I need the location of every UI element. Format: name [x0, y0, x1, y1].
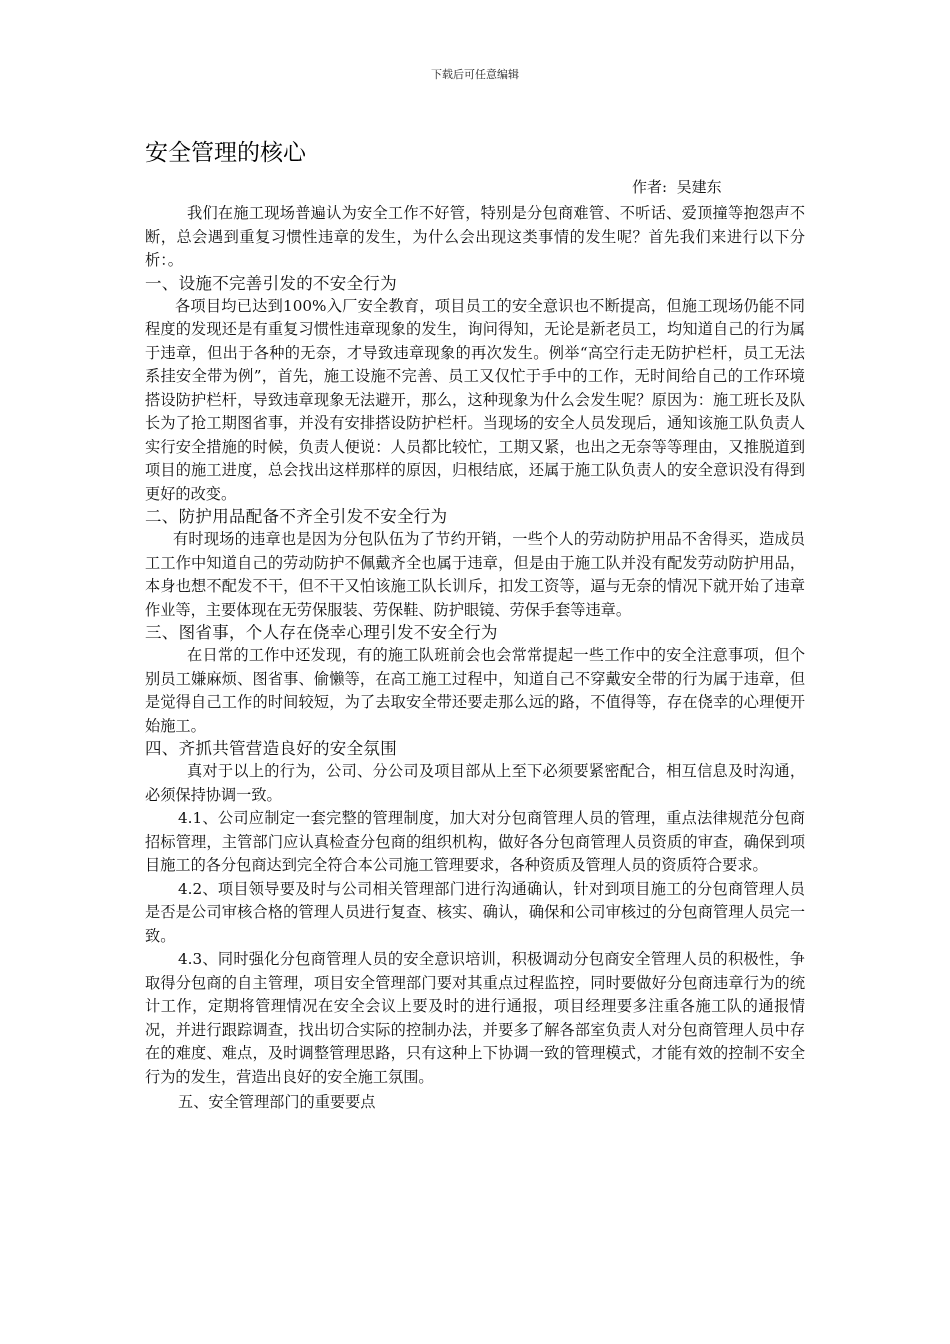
author-line: 作者: 吴建东 [632, 178, 722, 196]
section-4-paragraph: 真对于以上的行为，公司、分公司及项目部从上至下必须要紧密配合，相互信息及时沟通，必须保持协调一致。 [145, 762, 805, 804]
section-1-paragraph: 各项目均已达到100%入厂安全教育，项目员工的安全意识也不断提高，但施工现场仍能不同程度的发现还是有重复习惯性违章现象的发生，询问得知，无论是新老员工，均知道自己的行为属于违章，但出于各种的无奈，才导致违章现象的再次发生。例举“高空行走无防护栏杆，员工无法系挂安全带为例”，首先，施工设施不完善、员工又仅忙于手中的工作，无时间给自己的工作环境搭设防护栏杆，导致违章现象无法避开，那么，这种现象为什么会发生呢？原因为：施工班长及队长为了抢工期图省事，并没有安排搭设防护栏杆。当现场的安全人员发现后，通知该施工队负责人实行安全措施的时候，负责人便说：人员都比较忙，工期又紧，也出之无奈等等理由，又推脱道到项目的施工进度，总会找出这样那样的原因，归根结底，还属于施工队负责人的安全意识没有得到更好的改变。 [145, 296, 805, 503]
section-5-heading: 五、安全管理部门的重要要点 [178, 1093, 376, 1111]
section-4-3-paragraph: 4.3、同时强化分包商管理人员的安全意识培训，积极调动分包商安全管理人员的积极性，争取得分包商的自主管理，项目安全管理部门要对其重点过程监控，同时要做好分包商违章行为的统计工作，定期将管理情况在安全会议上要及时的进行通报，项目经理要多注重各施工队的通报情况，并进行跟踪调查，找出切合实际的控制办法，并要多了解各部室负责人对分包商管理人员中存在的难度、难点，及时调整管理思路，只有这种上下协调一致的管理模式，才能有效的控制不安全行为的发生，营造出良好的安全施工氛围。 [145, 950, 805, 1086]
section-3-heading: 三、图省事，个人存在侥幸心理引发不安全行为 [145, 623, 498, 642]
section-4-1-paragraph: 4.1、公司应制定一套完整的管理制度，加大对分包商管理人员的管理，重点法律规范分包商招标管理，主管部门应认真检查分包商的组织机构，做好各分包商管理人员资质的审查，确保到项目施工的各分包商达到完全符合本公司施工管理要求，各种资质及管理人员的资质符合要求。 [145, 809, 805, 874]
section-2-heading: 二、防护用品配备不齐全引发不安全行为 [145, 507, 448, 526]
section-4-heading: 四、齐抓共管营造良好的安全氛围 [145, 739, 397, 758]
section-4-2-paragraph: 4.2、项目领导要及时与公司相关管理部门进行沟通确认，针对到项目施工的分包商管理人员是否是公司审核合格的管理人员进行复查、核实、确认，确保和公司审核过的分包商管理人员完一致。 [145, 879, 805, 945]
document-body [145, 202, 805, 1115]
section-2-paragraph: 有时现场的违章也是因为分包队伍为了节约开销，一些个人的劳动防护用品不舍得买，造成员工工作中知道自己的劳动防护不佩戴齐全也属于违章，但是由于施工队并没有配发劳动防护用品，本身也想不配发不干，但不干又怕该施工队长训斥，扣发工资等，逼与无奈的情况下就开始了违章作业等，主要体现在无劳保服装、劳保鞋、防护眼镜、劳保手套等违章。 [145, 530, 805, 619]
intro-paragraph: 我们在施工现场普遍认为安全工作不好管，特别是分包商难管、不听话、爱顶撞等抱怨声不断，总会遇到重复习惯性违章的发生，为什么会出现这类事情的发生呢？首先我们来进行以下分析：。 [145, 204, 805, 269]
section-1-heading: 一、设施不完善引发的不安全行为 [145, 273, 397, 293]
document-title: 安全管理的核心 [145, 140, 306, 166]
section-3-paragraph: 在日常的工作中还发现，有的施工队班前会也会常常提起一些工作中的安全注意事项，但个别员工嫌麻烦、图省事、偷懒等，在高工施工过程中，知道自己不穿戴安全带的行为属于违章，但是觉得自己工作的时间较短，为了去取安全带还要走那么远的路，不值得等，存在侥幸的心理便开始施工。 [145, 646, 805, 735]
page-header-note: 下载后可任意编辑 [431, 68, 519, 81]
